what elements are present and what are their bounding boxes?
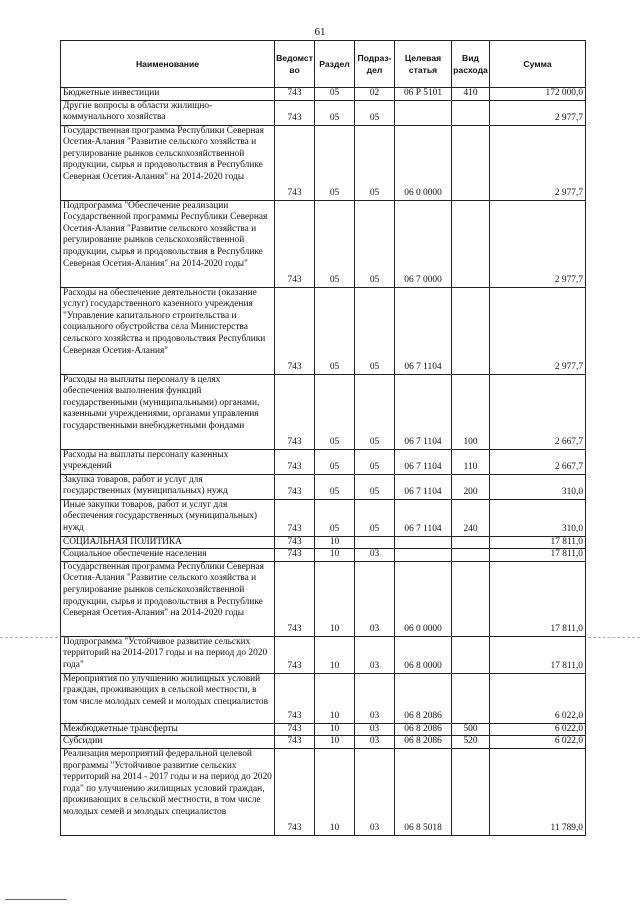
- row-expense-type: 500: [452, 723, 490, 736]
- row-subsection: [355, 536, 395, 549]
- row-name: Бюджетные инвестиции: [61, 88, 275, 101]
- table-row: [61, 88, 586, 101]
- row-article: 06 7 1104: [395, 374, 452, 449]
- header-subsection: Подраз- дел: [355, 41, 395, 88]
- row-amount: 172 000,0: [490, 88, 586, 101]
- row-expense-type: [452, 536, 490, 549]
- row-article: 06 0 0000: [395, 561, 452, 636]
- row-subsection: 05: [355, 287, 395, 374]
- row-article: 06 Р 5101: [395, 88, 452, 101]
- table-row: [61, 636, 586, 673]
- table-row: [61, 736, 586, 749]
- row-expense-type: [452, 125, 490, 200]
- row-section: 10: [315, 723, 355, 736]
- row-amount: 17 811,0: [490, 636, 586, 673]
- row-expense-type: [452, 748, 490, 835]
- row-dept: 743: [275, 549, 315, 562]
- table-row: [61, 561, 586, 636]
- row-amount: 17 811,0: [490, 561, 586, 636]
- scan-cut-line-left: [0, 637, 58, 638]
- table-row: [61, 673, 586, 723]
- row-section: 05: [315, 125, 355, 200]
- row-expense-type: 110: [452, 449, 490, 474]
- row-name: Мероприятия по улучшению жилищных условий граждан, проживающих в сельской местности, в том числе молодых семей и молодых специалистов: [61, 673, 275, 723]
- row-amount: 310,0: [490, 499, 586, 536]
- row-dept: 743: [275, 449, 315, 474]
- row-article: 06 0 0000: [395, 125, 452, 200]
- row-subsection: 03: [355, 673, 395, 723]
- row-name: Расходы на выплаты персоналу в целях обеспечения выполнения функций государственными (муниципальными) органами, казенными учреждениями, органами управления государственными внебюджетными фондами: [61, 374, 275, 449]
- row-expense-type: [452, 549, 490, 562]
- row-name: Другие вопросы в области жилищно-коммунального хозяйства: [61, 100, 275, 125]
- row-dept: 743: [275, 474, 315, 499]
- row-subsection: 03: [355, 748, 395, 835]
- row-amount: 6 022,0: [490, 736, 586, 749]
- row-article: 06 7 1104: [395, 449, 452, 474]
- row-amount: 2 977,7: [490, 200, 586, 287]
- row-expense-type: 240: [452, 499, 490, 536]
- row-expense-type: 410: [452, 88, 490, 101]
- row-expense-type: [452, 100, 490, 125]
- table-row: [61, 100, 586, 125]
- row-article: 06 8 0000: [395, 636, 452, 673]
- row-dept: 743: [275, 88, 315, 101]
- row-name: Социальное обеспечение населения: [61, 549, 275, 562]
- header-amount: Сумма: [490, 41, 586, 88]
- row-name: Межбюджетные трансферты: [61, 723, 275, 736]
- row-subsection: 03: [355, 636, 395, 673]
- row-dept: 743: [275, 636, 315, 673]
- footer-rule: [5, 899, 67, 900]
- row-name: Субсидии: [61, 736, 275, 749]
- row-article: 06 7 1104: [395, 474, 452, 499]
- row-section: 10: [315, 549, 355, 562]
- row-name: Государственная программа Республики Северная Осетия-Алания "Развитие сельского хозяйства и регулирование рынков сельскохозяйственной продукции, сырья и продовольствия в Республике Северная Осетия-Алания" на 2014-2020 годы: [61, 125, 275, 200]
- row-expense-type: [452, 636, 490, 673]
- scan-cut-line-right: [588, 637, 640, 638]
- row-amount: 17 811,0: [490, 549, 586, 562]
- row-amount: 2 977,7: [490, 100, 586, 125]
- row-expense-type: 100: [452, 374, 490, 449]
- row-subsection: 03: [355, 723, 395, 736]
- row-name: Подпрограмма "Устойчивое развитие сельских территорий на 2014-2017 годы и на период до 2020 года": [61, 636, 275, 673]
- row-expense-type: [452, 561, 490, 636]
- page-number: 61: [314, 26, 326, 38]
- row-subsection: 05: [355, 374, 395, 449]
- row-amount: 2 977,7: [490, 287, 586, 374]
- row-article: 06 8 2086: [395, 723, 452, 736]
- table-row: [61, 499, 586, 536]
- row-name: Расходы на обеспечение деятельности (оказание услуг) государственного казенного учреждения "Управление капитального строительства и социального обустройства села Министерства сельского хозяйства и продовольствия Республики Северная Осетия-Алания": [61, 287, 275, 374]
- row-name: Закупка товаров, работ и услуг для государственных (муниципальных) нужд: [61, 474, 275, 499]
- row-amount: 11 789,0: [490, 748, 586, 835]
- table-row: [61, 748, 586, 835]
- row-dept: 743: [275, 673, 315, 723]
- table-row: [61, 536, 586, 549]
- row-dept: 743: [275, 125, 315, 200]
- row-amount: 6 022,0: [490, 673, 586, 723]
- table-row: [61, 125, 586, 200]
- row-subsection: 05: [355, 100, 395, 125]
- row-amount: 17 811,0: [490, 536, 586, 549]
- table-row: [61, 287, 586, 374]
- row-subsection: 03: [355, 561, 395, 636]
- table-row: [61, 200, 586, 287]
- row-amount: 6 022,0: [490, 723, 586, 736]
- budget-table: [60, 40, 586, 836]
- row-article: [395, 100, 452, 125]
- row-name: СОЦИАЛЬНАЯ ПОЛИТИКА: [61, 536, 275, 549]
- row-subsection: 05: [355, 125, 395, 200]
- row-amount: 2 977,7: [490, 125, 586, 200]
- row-section: 05: [315, 374, 355, 449]
- row-subsection: 05: [355, 200, 395, 287]
- row-dept: 743: [275, 100, 315, 125]
- row-section: 05: [315, 499, 355, 536]
- row-section: 10: [315, 536, 355, 549]
- row-name: Государственная программа Республики Северная Осетия-Алания "Развитие сельского хозяйства и регулирование рынков сельскохозяйственной продукции, сырья и продовольствия в Республике Северная Осетия-Алания" на 2014-2020 годы: [61, 561, 275, 636]
- header-expense-type: Вид расхода: [452, 41, 490, 88]
- row-section: 05: [315, 287, 355, 374]
- row-dept: 743: [275, 374, 315, 449]
- row-article: 06 7 1104: [395, 287, 452, 374]
- row-expense-type: 200: [452, 474, 490, 499]
- row-dept: 743: [275, 723, 315, 736]
- row-dept: 743: [275, 736, 315, 749]
- row-section: 10: [315, 673, 355, 723]
- row-article: 06 7 0000: [395, 200, 452, 287]
- row-name: Подпрограмма "Обеспечение реализации Государственной программы Республики Северная Осетия-Алания "Развитие сельского хозяйства и регулирование рынков сельскохозяйственной продукции, сырья и продовольствия в Республике Северная Осетия-Алания" на 2014-2020 годы": [61, 200, 275, 287]
- row-article: [395, 549, 452, 562]
- row-article: 06 8 2086: [395, 673, 452, 723]
- row-amount: 2 667,7: [490, 449, 586, 474]
- row-section: 05: [315, 100, 355, 125]
- row-subsection: 05: [355, 499, 395, 536]
- row-section: 05: [315, 88, 355, 101]
- header-article: Целевая статья: [395, 41, 452, 88]
- table-row: [61, 723, 586, 736]
- row-section: 05: [315, 449, 355, 474]
- row-name: Иные закупки товаров, работ и услуг для обеспечения государственных (муниципальных) нужд: [61, 499, 275, 536]
- row-subsection: 02: [355, 88, 395, 101]
- row-subsection: 03: [355, 549, 395, 562]
- header-section: Раздел: [315, 41, 355, 88]
- row-article: 06 8 2086: [395, 736, 452, 749]
- row-article: [395, 536, 452, 549]
- row-amount: 310,0: [490, 474, 586, 499]
- row-dept: 743: [275, 287, 315, 374]
- row-section: 05: [315, 474, 355, 499]
- row-dept: 743: [275, 499, 315, 536]
- row-section: 10: [315, 636, 355, 673]
- row-dept: 743: [275, 748, 315, 835]
- row-section: 10: [315, 736, 355, 749]
- row-name: Расходы на выплаты персоналу казенных учреждений: [61, 449, 275, 474]
- row-section: 05: [315, 200, 355, 287]
- row-expense-type: [452, 200, 490, 287]
- row-dept: 743: [275, 200, 315, 287]
- row-subsection: 05: [355, 449, 395, 474]
- row-section: 10: [315, 748, 355, 835]
- header-row: [61, 41, 586, 88]
- header-dept: Ведомст во: [275, 41, 315, 88]
- row-expense-type: [452, 287, 490, 374]
- table-row: [61, 449, 586, 474]
- row-article: 06 8 5018: [395, 748, 452, 835]
- row-subsection: 03: [355, 736, 395, 749]
- row-dept: 743: [275, 536, 315, 549]
- row-section: 10: [315, 561, 355, 636]
- row-subsection: 05: [355, 474, 395, 499]
- table-row: [61, 549, 586, 562]
- row-article: 06 7 1104: [395, 499, 452, 536]
- row-dept: 743: [275, 561, 315, 636]
- table-row: [61, 374, 586, 449]
- row-expense-type: [452, 673, 490, 723]
- row-amount: 2 667,7: [490, 374, 586, 449]
- row-expense-type: 520: [452, 736, 490, 749]
- table-row: [61, 474, 586, 499]
- header-name: Наименование: [61, 41, 275, 88]
- row-name: Реализация мероприятий федеральной целевой программы "Устойчивое развитие сельских территорий на 2014 - 2017 годы и на период до 2020 года" по улучшению жилищных условий граждан, проживающих в сельской местности, в том числе молодых семей и молодых специалистов: [61, 748, 275, 835]
